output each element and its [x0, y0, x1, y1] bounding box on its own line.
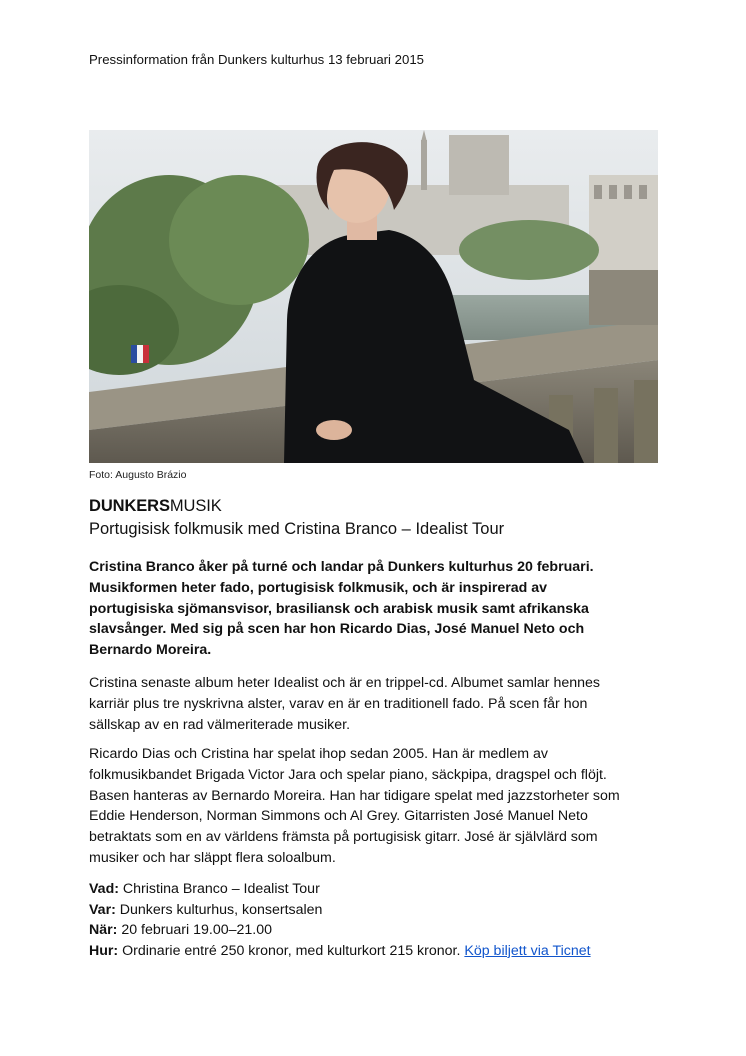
article-title: Portugisisk folkmusik med Cristina Branco – Idealist Tour — [89, 520, 505, 538]
body-line: sällskap av en rad välmeriterade musiker. — [89, 716, 351, 733]
fact-how — [89, 941, 591, 962]
event-facts — [89, 879, 591, 961]
lead-line: Cristina Branco åker på turné och landar på Dunkers kulturhus 20 februari. — [89, 559, 594, 575]
body-paragraph-musicians — [89, 744, 661, 869]
brand-light: MUSIK — [169, 497, 222, 515]
body-line: Ricardo Dias och Cristina har spelat ihop sedan 2005. Han är medlem av — [89, 746, 548, 762]
fact-value: Ordinarie entré 250 kronor, med kulturkort 215 kronor. — [118, 942, 465, 959]
fact-where — [89, 900, 591, 921]
body-line: Cristina senaste album heter Idealist och är en trippel-cd. Albumet samlar hennes — [89, 675, 601, 691]
body-line: karriär plus tre nyskrivna alster, varav en är en traditionell fado. På scen får hon — [89, 695, 588, 712]
lead-line: slavsånger. Med sig på scen har hon Ricardo Dias, José Manuel Neto och — [89, 621, 585, 638]
fact-value: Christina Branco – Idealist Tour — [118, 881, 320, 897]
fact-value: 20 februari 19.00–21.00 — [117, 922, 272, 939]
lead-line: Musikformen heter fado, portugisisk folkmusik, och är inspirerad av — [89, 579, 548, 596]
body-line: betraktats som en av världens främsta på portugisisk gitarr. José är självlärd som — [89, 829, 598, 846]
body-line: musiker och har släppt flera soloalbum. — [89, 849, 336, 866]
lead-line: Bernardo Moreira. — [89, 642, 212, 659]
fact-label: När: — [89, 922, 118, 939]
fact-label: Hur: — [89, 942, 119, 959]
body-paragraph-album — [89, 673, 661, 735]
ticket-link[interactable]: Köp biljett via Ticnet — [464, 942, 591, 959]
lead-paragraph — [89, 557, 661, 661]
lead-line: portugisiska sjömansvisor, brasiliansk och arabisk musik samt afrikanska — [89, 600, 589, 617]
press-header: Pressinformation från Dunkers kulturhus 13 februari 2015 — [89, 52, 424, 67]
artist-photo — [89, 130, 658, 463]
brand-heading — [89, 497, 222, 516]
photo-caption: Foto: Augusto Brázio — [89, 469, 187, 481]
fact-value: Dunkers kulturhus, konsertsalen — [115, 901, 323, 918]
fact-when — [89, 920, 591, 941]
fact-label: Var: — [89, 901, 116, 918]
body-line: Basen hanteras av Bernardo Moreira. Han har tidigare spelat med jazzstorheter som — [89, 787, 620, 804]
body-line: Eddie Henderson, Norman Simmons och Al Grey. Gitarristen José Manuel Neto — [89, 808, 588, 825]
brand-bold: DUNKERS — [89, 497, 170, 515]
fact-what — [89, 879, 591, 900]
photo-illustration — [89, 130, 658, 463]
fact-label: Vad: — [89, 881, 119, 897]
body-line: folkmusikbandet Brigada Victor Jara och spelar piano, säckpipa, dragspel och flöjt. — [89, 766, 607, 783]
